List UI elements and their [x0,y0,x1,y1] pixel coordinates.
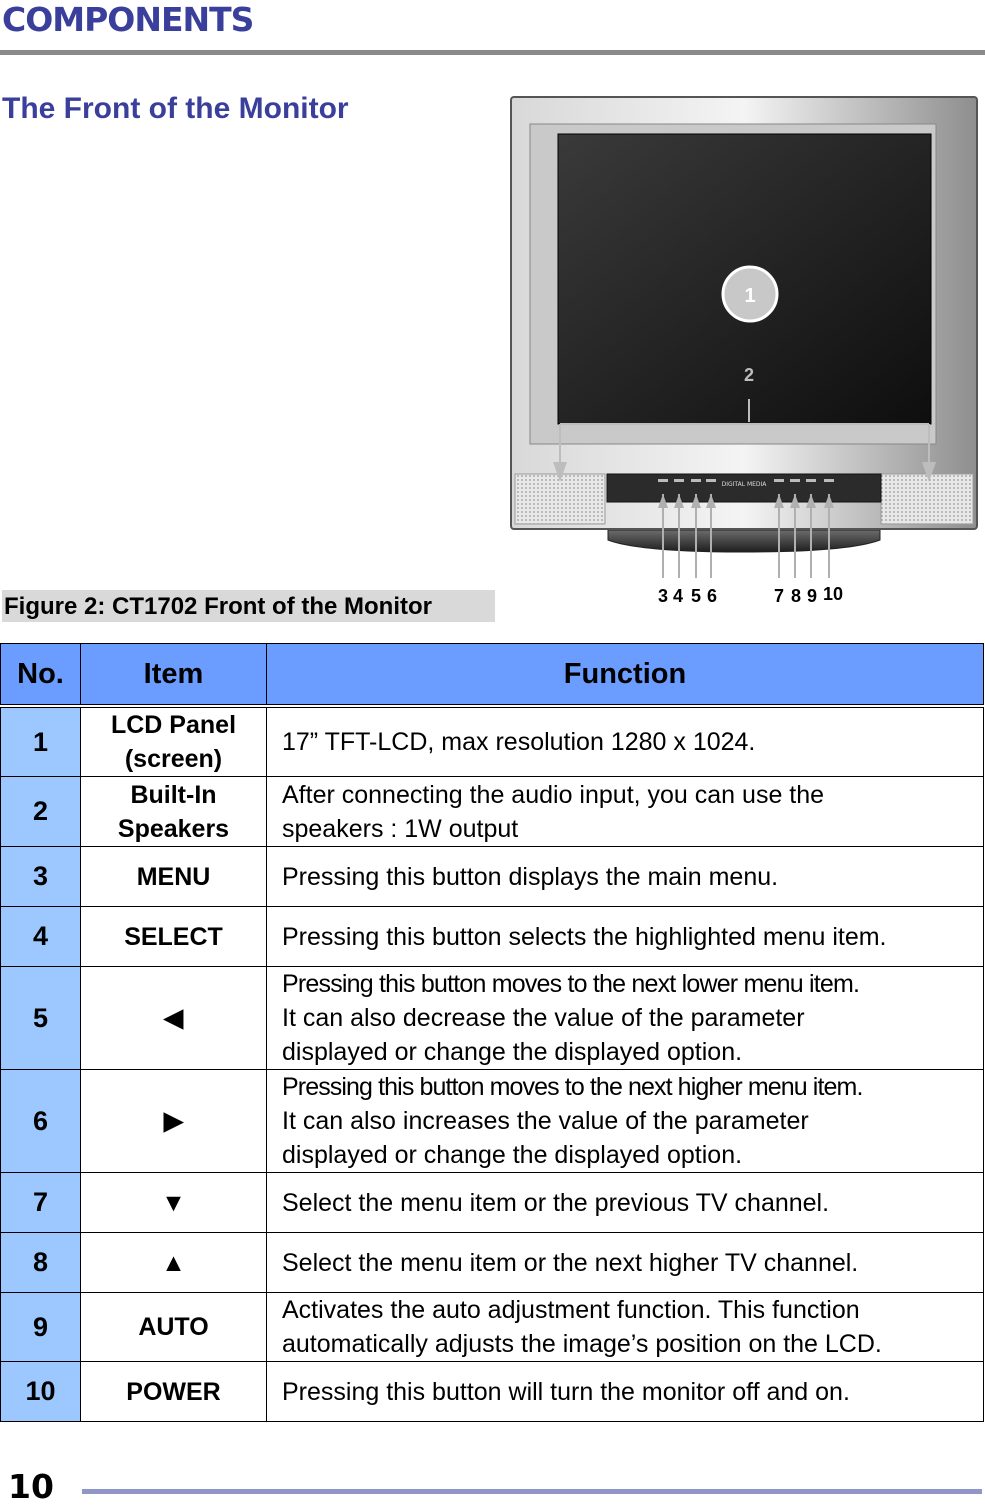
callout-7: 7 [773,586,785,606]
right-speaker-grille [881,474,973,524]
right-arrow-icon: ▶ [81,1070,267,1173]
components-table [0,643,984,1422]
row-function [267,1070,984,1173]
row-no: 3 [1,847,81,907]
monitor-stand [608,530,880,552]
page-number: 10 [8,1467,54,1506]
row-item [81,708,267,777]
row-function [267,777,984,847]
table-row [1,708,984,777]
page-header-title: COMPONENTS [2,0,254,39]
up-arrow-icon: ▲ [81,1233,267,1293]
header-item: Item [81,644,267,705]
callout-2: 2 [743,365,755,385]
callout-1: 1 [744,285,756,307]
row-item: MENU [81,847,267,907]
row-item: SELECT [81,907,267,967]
row-function: Pressing this button will turn the monitor off and on. [267,1362,984,1422]
item-line: Speakers [117,814,230,843]
function-line: displayed or change the displayed option. [282,1141,743,1169]
table-row [1,1362,984,1422]
function-line: speakers : 1W output [282,814,519,843]
row-no: 6 [1,1070,81,1173]
callout-8: 8 [790,586,802,606]
row-no: 9 [1,1293,81,1362]
table-row [1,777,984,847]
row-no: 2 [1,777,81,847]
table-row [1,1293,984,1362]
item-line: LCD Panel [110,711,237,739]
header-divider [0,50,985,55]
figure-caption-box [2,590,495,622]
row-no: 7 [1,1173,81,1233]
row-no: 8 [1,1233,81,1293]
row-no: 4 [1,907,81,967]
row-item: POWER [81,1362,267,1422]
item-line: Built-In [130,780,217,809]
function-line: Pressing this button moves to the next higher menu item. [282,1073,863,1101]
down-arrow-icon: ▼ [81,1173,267,1233]
table-row [1,967,984,1070]
left-arrow-icon: ◀ [81,967,267,1070]
monitor-front-illustration [508,94,980,612]
callout-6: 6 [706,586,718,606]
function-line: displayed or change the displayed option. [282,1038,743,1066]
table-row [1,847,984,907]
function-line: It can also decrease the value of the parameter [282,1004,805,1032]
row-no: 10 [1,1362,81,1422]
callout-3: 3 [657,586,669,606]
control-panel [607,474,881,502]
table-header-row [1,644,984,705]
table-row [1,1233,984,1293]
callout-5: 5 [690,586,702,606]
table-row [1,1173,984,1233]
function-line: It can also increases the value of the parameter [282,1107,809,1135]
brand-label: DIGITAL MEDIA [721,481,767,488]
row-no: 1 [1,708,81,777]
item-line: (screen) [124,745,223,773]
row-function: Pressing this button displays the main menu. [267,847,984,907]
row-function: Select the menu item or the next higher TV channel. [267,1233,984,1293]
row-function [267,1293,984,1362]
callout-9: 9 [806,586,818,606]
row-no: 5 [1,967,81,1070]
row-function [267,967,984,1070]
row-function: Select the menu item or the previous TV channel. [267,1173,984,1233]
footer-divider [82,1489,982,1494]
header-no: No. [1,644,81,705]
function-line: automatically adjusts the image’s position on the LCD. [282,1330,882,1358]
figure-caption: Figure 2: CT1702 Front of the Monitor [4,593,433,620]
row-item [81,777,267,847]
row-function: Pressing this button selects the highlighted menu item. [267,907,984,967]
header-function: Function [267,644,984,705]
function-line: After connecting the audio input, you can use the [282,780,825,809]
function-line: Activates the auto adjustment function. This function [282,1296,860,1324]
row-item: AUTO [81,1293,267,1362]
section-title: The Front of the Monitor [2,92,349,125]
table-row [1,907,984,967]
callout-4: 4 [672,586,684,606]
function-line: Pressing this button moves to the next lower menu item. [282,970,860,998]
table-row [1,1070,984,1173]
callout-10: 10 [822,584,844,604]
row-function: 17” TFT-LCD, max resolution 1280 x 1024. [267,708,984,777]
